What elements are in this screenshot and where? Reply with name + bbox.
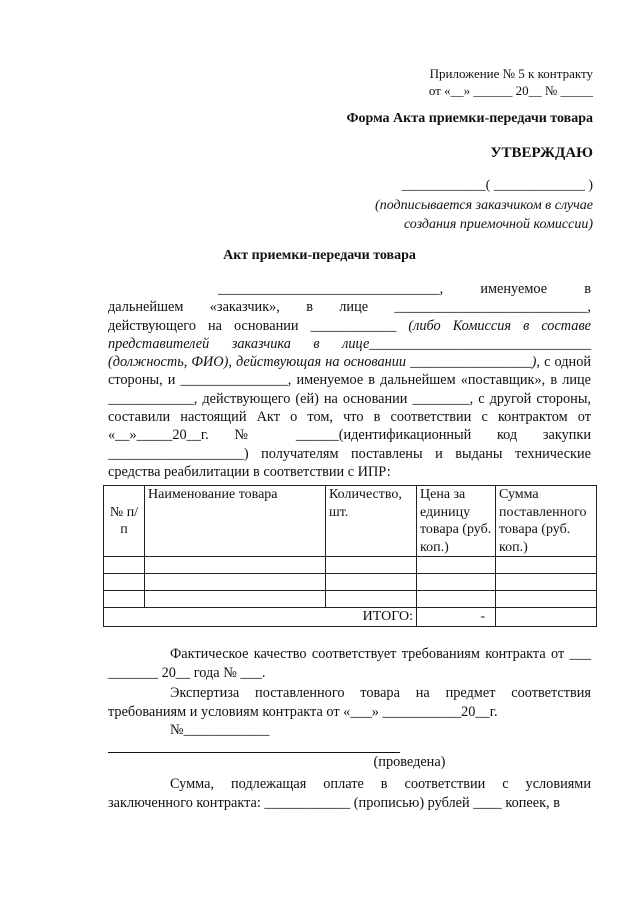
table-cell xyxy=(145,574,326,591)
approval-note xyxy=(375,196,593,234)
act-body xyxy=(108,280,591,481)
table-cell xyxy=(496,591,597,608)
col-sum-header: Сумма поставленного товара (руб. коп.) xyxy=(496,486,597,557)
table-cell xyxy=(104,574,145,591)
act-closing xyxy=(108,645,591,812)
act-title: Акт приемки-передачи товара xyxy=(223,248,416,263)
approval-note-line-1: (подписывается заказчиком в случае xyxy=(375,198,593,213)
table-cell xyxy=(496,574,597,591)
approval-signature-line: ____________( _____________ ) xyxy=(401,178,593,193)
form-title: Форма Акта приемки-передачи товара xyxy=(346,111,593,126)
table-cell xyxy=(326,557,417,574)
body-text-part-1: _______________________________, именуемое в дальнейшем «заказчик», в лице ___________________________, действующего на основании ____________ xyxy=(108,281,591,334)
table-cell xyxy=(104,591,145,608)
appendix-header xyxy=(429,65,593,99)
quality-paragraph: Фактическое качество соответствует требованиям контракта от ___ _______ 20__ года № ___. xyxy=(108,646,591,681)
sum-paragraph: Сумма, подлежащая оплате в соответствии с условиями заключенного контракта: ____________ (прописью) рублей ____ копеек, в xyxy=(108,776,591,811)
goods-table xyxy=(103,485,597,627)
expertise-number: №____________ xyxy=(170,722,270,738)
total-label: ИТОГО: xyxy=(104,608,417,627)
col-price-header: Цена за единицу товара (руб. коп.) xyxy=(417,486,496,557)
table-cell xyxy=(417,574,496,591)
total-dash: - xyxy=(417,608,496,627)
table-row xyxy=(104,574,597,591)
conducted-caption: (проведена) xyxy=(373,753,446,770)
approval-title: УТВЕРЖДАЮ xyxy=(490,145,593,161)
body-text-part-2: , с одной стороны, и _______________, именуемое в дальнейшем «поставщик», в лице ____________, действующего (ей) на основании ________, с другой стороны, составили настоящий Акт о том, что в соответствии с контрактом от «__»_____20__г. № ______(идентификационный код закупки ___________________) получателям поставлены и выданы технические средства реабилитации в соответствии с ИПР: xyxy=(108,354,592,480)
table-cell xyxy=(104,557,145,574)
col-name-header: Наименование товара xyxy=(145,486,326,557)
body-text-italic: (либо Комиссия в составе представителей заказчика в лице_______________________________ (должность, ФИО), действующая на основании _________________) xyxy=(108,317,592,371)
table-row xyxy=(104,591,597,608)
table-cell xyxy=(145,557,326,574)
expertise-paragraph: Экспертиза поставленного товара на предмет соответствия требованиям и условиям контракта от «___» ___________20__г. xyxy=(108,685,591,720)
approval-note-line-2: создания приемочной комиссии) xyxy=(403,217,593,232)
table-cell xyxy=(145,591,326,608)
table-cell xyxy=(326,591,417,608)
table-cell xyxy=(417,591,496,608)
goods-table-header xyxy=(104,486,597,557)
appendix-line-1: Приложение № 5 к контракту xyxy=(429,66,593,81)
table-cell xyxy=(417,557,496,574)
appendix-line-2: от «__» ______ 20__ № _____ xyxy=(428,83,593,98)
table-total-row xyxy=(104,608,597,627)
table-cell xyxy=(496,557,597,574)
table-cell xyxy=(326,574,417,591)
conducted-rule xyxy=(108,740,400,753)
col-quantity-header: Количество, шт. xyxy=(326,486,417,557)
table-row xyxy=(104,557,597,574)
total-sum-cell xyxy=(496,608,597,627)
act-body-paragraph xyxy=(108,280,591,481)
col-number-header: № п/п xyxy=(104,486,145,557)
